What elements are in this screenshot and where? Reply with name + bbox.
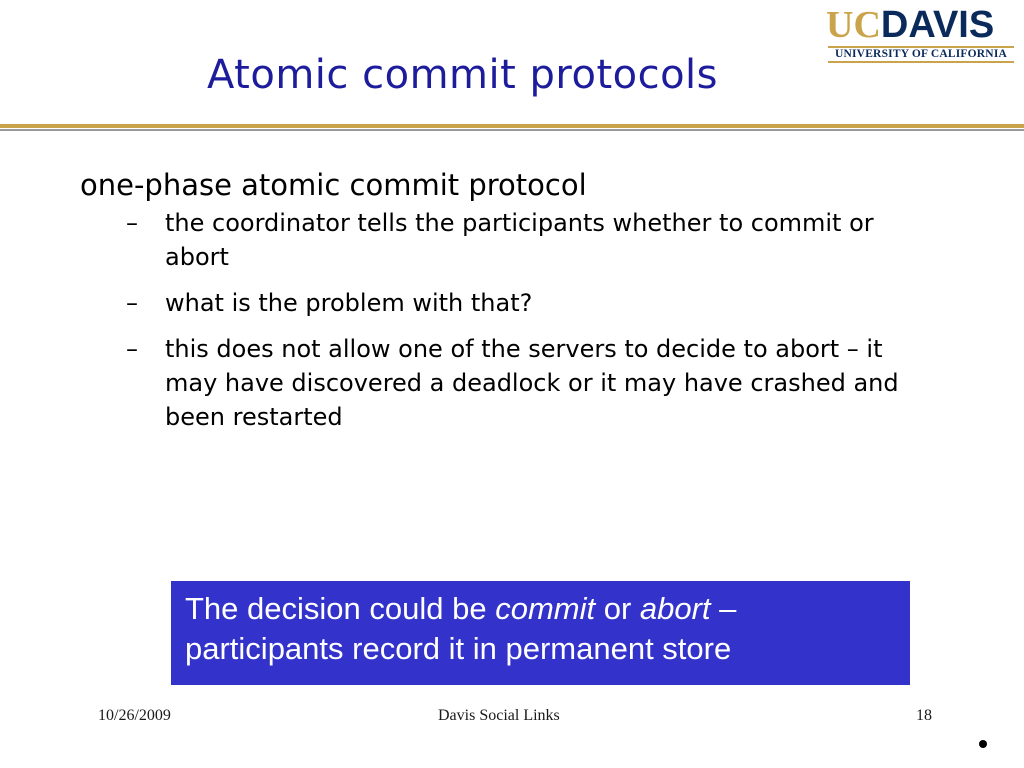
footer-date: 10/26/2009 xyxy=(98,707,171,724)
page-number: 18 xyxy=(916,707,932,724)
slide-title: Atomic commit protocols xyxy=(207,52,719,98)
logo-wordmark xyxy=(826,6,994,44)
ucdavis-logo xyxy=(826,6,1016,62)
sub-bullet-list xyxy=(80,206,960,434)
main-bullet: one-phase atomic commit protocol xyxy=(80,168,587,202)
dash-marker: – xyxy=(126,209,138,237)
title-divider-gold xyxy=(0,124,1024,128)
sub-bullet-text: what is the problem with that? xyxy=(165,289,533,317)
title-divider-gray xyxy=(0,129,1024,131)
sub-bullet xyxy=(80,286,925,320)
logo-subtitle: UNIVERSITY OF CALIFORNIA xyxy=(828,46,1014,63)
callout-text: – participants record it in permanent store xyxy=(185,591,737,666)
sub-bullet xyxy=(80,206,925,274)
sub-bullet-text: this does not allow one of the servers to decide to abort – it may have discovered a deadlock or it may have crashed and been restarted xyxy=(165,335,899,431)
logo-uc: UC xyxy=(826,4,881,46)
sub-bullet xyxy=(80,332,925,434)
callout-abort: abort xyxy=(639,591,711,626)
dash-marker: – xyxy=(126,289,138,317)
callout-box xyxy=(171,581,910,685)
callout-commit: commit xyxy=(495,591,596,626)
logo-davis: DAVIS xyxy=(880,4,995,46)
callout-text: or xyxy=(595,591,640,626)
dot-marker xyxy=(979,740,987,748)
callout-text: The decision could be xyxy=(185,591,496,626)
sub-bullet-text: the coordinator tells the participants whether to commit or abort xyxy=(165,209,874,271)
dash-marker: – xyxy=(126,335,138,363)
slide-body xyxy=(80,166,960,446)
footer-title: Davis Social Links xyxy=(438,707,560,724)
